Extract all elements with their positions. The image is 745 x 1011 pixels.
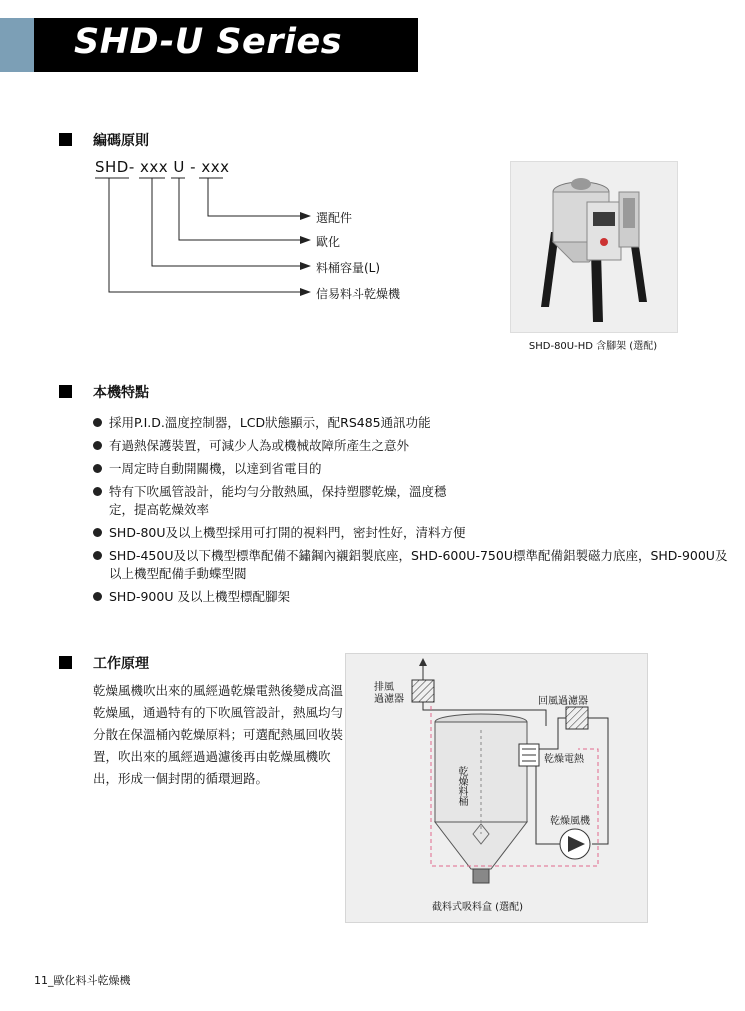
hopper-label: 乾燥料桶 (456, 766, 467, 806)
model-code: SHD- xxx U - xxx (95, 158, 230, 176)
code-label-european: 歐化 (316, 235, 341, 249)
section-bullet-square (59, 656, 72, 669)
code-label-capacity: 料桶容量(L) (316, 261, 381, 275)
section-bullet-square (59, 385, 72, 398)
page-title: SHD-U Series (74, 22, 343, 62)
heater-label: 乾燥電熱 (544, 754, 584, 765)
suction-box-label: 截料式吸料盒 (選配) (432, 902, 523, 913)
list-item: 一周定時自動開關機，以達到省電目的 (93, 460, 733, 478)
features-heading: 本機特點 (93, 385, 149, 401)
code-label-dryer: 信易料斗乾燥機 (316, 287, 401, 301)
photo-caption: SHD-80U-HD 含腳架 (選配) (528, 341, 658, 352)
code-label-options: 選配件 (316, 211, 353, 225)
header-accent-bar (0, 18, 34, 72)
bullet-dot (93, 551, 102, 560)
bullet-dot (93, 592, 102, 601)
bullet-dot (93, 464, 102, 473)
list-item: SHD-900U 及以上機型標配腳架 (93, 588, 733, 606)
list-item: SHD-450U及以下機型標準配備不鏽鋼內襯鋁製底座，SHD-600U-750U標準配備鋁製磁力底座，SHD-900U及以上機型配備手動蝶型閥 (93, 547, 733, 583)
features-list (93, 414, 733, 611)
flow-diagram (345, 653, 648, 923)
product-photo (510, 161, 678, 333)
coding-leader-lines (95, 176, 325, 306)
bullet-dot (93, 441, 102, 450)
exhaust-filter-label: 排風 過濾器 (374, 682, 404, 705)
bullet-dot (93, 528, 102, 537)
principle-heading: 工作原理 (93, 656, 149, 672)
section-bullet-square (59, 133, 72, 146)
bullet-dot (93, 418, 102, 427)
page-footer: 11_歐化料斗乾燥機 (34, 974, 131, 987)
bullet-dot (93, 487, 102, 496)
list-item: 特有下吹風管設計，能均勻分散熱風，保持塑膠乾燥，溫度穩定，提高乾燥效率 (93, 483, 459, 519)
blower-label: 乾燥風機 (550, 816, 590, 827)
principle-paragraph: 乾燥風機吹出來的風經過乾燥電熱後變成高溫乾燥風，通過特有的下吹風管設計，熱風均勻分散在保溫桶內乾燥原料；可選配熱風回收裝置，吹出來的風經過過濾後再由乾燥風機吹出，形成一個封閉的循環迴路。 (93, 683, 344, 786)
list-item: SHD-80U及以上機型採用可打開的視料門，密封性好，清料方便 (93, 524, 733, 542)
return-filter-label: 回風過濾器 (538, 696, 588, 707)
list-item: 有過熱保護裝置，可減少人為或機械故障所產生之意外 (93, 437, 733, 455)
coding-heading: 編碼原則 (93, 133, 149, 149)
list-item: 採用P.I.D.溫度控制器，LCD狀態顯示，配RS485通訊功能 (93, 414, 733, 432)
